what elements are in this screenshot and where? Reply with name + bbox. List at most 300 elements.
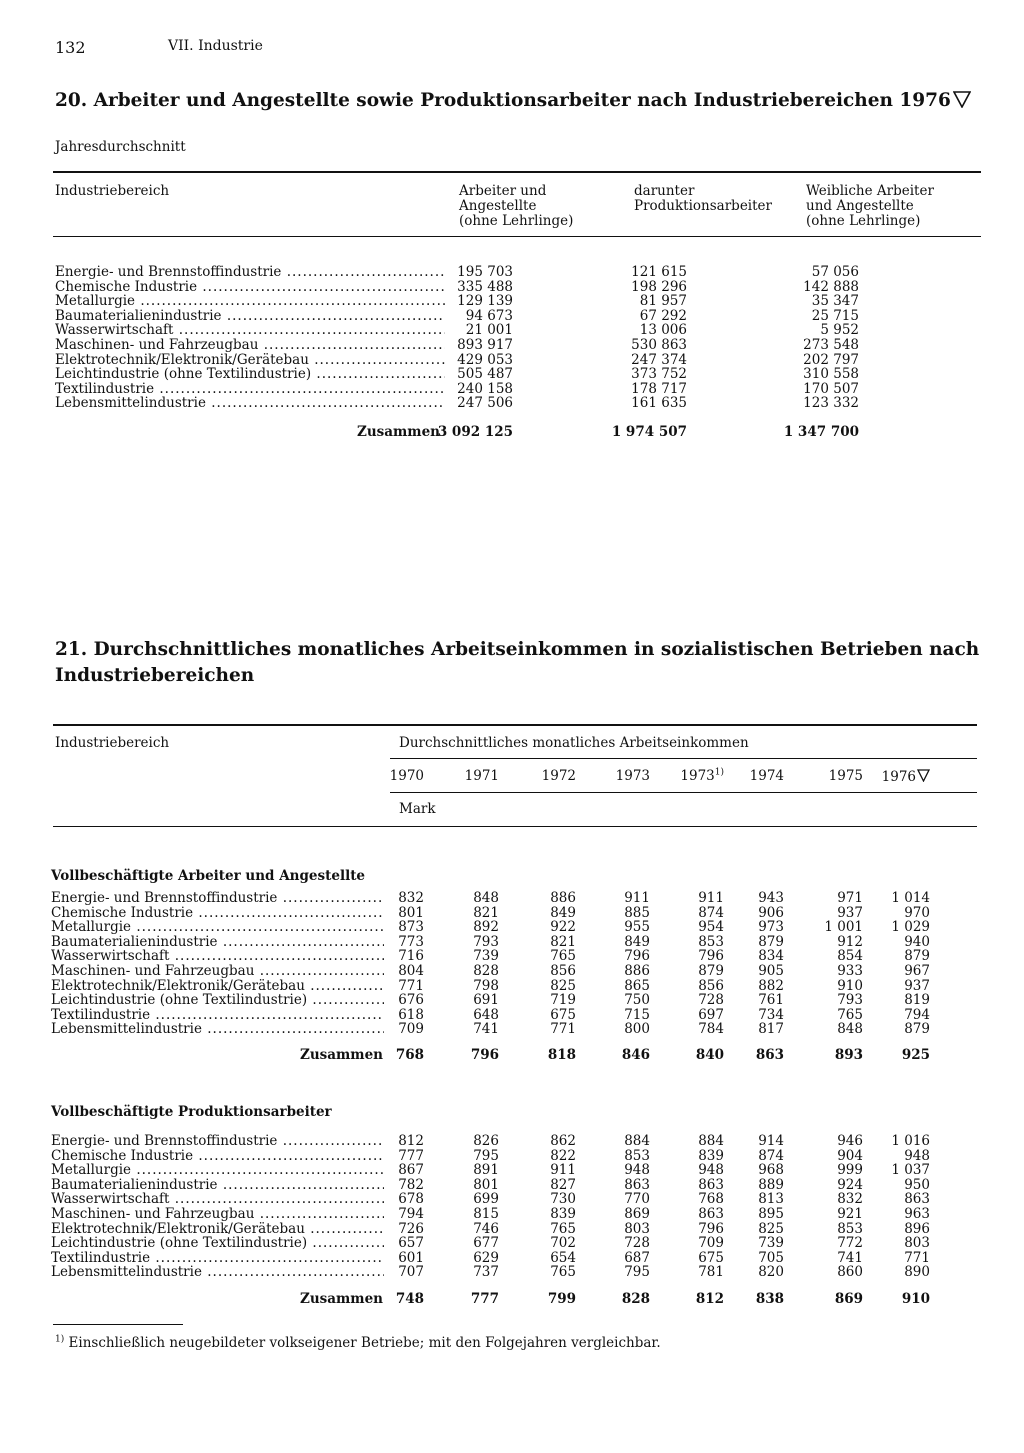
- table-row: [0, 993, 1024, 1008]
- cell-value: 912: [837, 933, 863, 950]
- cell-value: 911: [624, 890, 650, 906]
- table-row: [0, 294, 1024, 309]
- cell-value: 121 615: [631, 264, 687, 280]
- cell-value: 815: [473, 1206, 499, 1222]
- cell-value: 746: [473, 1220, 499, 1237]
- row-label: Metallurgie .....: [51, 920, 384, 935]
- table21-title: 21. Durchschnittliches monatliches Arbeitseinkommen in sozialistischen Betrieben nach Industriebereichen: [55, 639, 980, 686]
- cell-value: 709: [398, 1021, 424, 1038]
- cell-value: 863: [904, 1191, 930, 1208]
- cell-value: 933: [837, 963, 863, 979]
- cell-value: 1 001: [824, 919, 863, 936]
- cell-value: 67 292: [639, 307, 687, 324]
- row-label: Leichtindustrie (ohne Textilindustrie) .....: [51, 1236, 384, 1251]
- row-label: Chemische Industrie .....: [51, 1149, 384, 1164]
- cell-value: 770: [624, 1191, 650, 1208]
- row-label: Maschinen- und Fahrzeugbau .....: [55, 338, 445, 353]
- cell-value: 801: [473, 1176, 499, 1193]
- table-row: [0, 891, 1024, 906]
- cell-value: 94 673: [465, 307, 513, 324]
- cell-value: 794: [904, 1006, 930, 1023]
- row-label: Elektrotechnik/Elektronik/Gerätebau .....: [51, 1222, 384, 1237]
- row-label: Leichtindustrie (ohne Textilindustrie) .....: [55, 367, 445, 382]
- row-label: Elektrotechnik/Elektronik/Gerätebau .....: [55, 353, 445, 368]
- cell-value: 879: [904, 948, 930, 965]
- table-row: [0, 1022, 1024, 1037]
- table-row: [0, 338, 1024, 353]
- cell-value: 999: [837, 1162, 863, 1179]
- cell-value: 793: [473, 933, 499, 950]
- table-row: [0, 949, 1024, 964]
- cell-value: 863: [698, 1176, 724, 1193]
- row-label: Lebensmittelindustrie .....: [51, 1265, 384, 1280]
- cell-value: 914: [758, 1133, 784, 1149]
- cell-value: 761: [758, 992, 784, 1009]
- total-value: 796: [470, 1047, 499, 1063]
- cell-value: 886: [550, 890, 576, 906]
- row-label: Energie- und Brennstoffindustrie .....: [51, 891, 384, 906]
- cell-value: 922: [550, 919, 576, 936]
- total-value: 846: [621, 1047, 650, 1063]
- row-label: Lebensmittelindustrie .....: [55, 396, 445, 411]
- cell-value: 970: [904, 904, 930, 921]
- cell-value: 863: [624, 1176, 650, 1193]
- section-title: Vollbeschäftigte Arbeiter und Angestellte: [51, 868, 366, 884]
- cell-value: 730: [550, 1191, 576, 1208]
- cell-value: 161 635: [631, 395, 687, 412]
- cell-value: 198 296: [631, 278, 687, 295]
- year-label: 1973: [680, 768, 715, 784]
- cell-value: 890: [904, 1264, 930, 1281]
- table-row: [0, 1134, 1024, 1149]
- cell-value: 853: [624, 1147, 650, 1164]
- table-row: [0, 1178, 1024, 1193]
- cell-value: 195 703: [457, 264, 513, 280]
- row-label: Energie- und Brennstoffindustrie .....: [55, 265, 445, 280]
- row-label: Metallurgie .....: [51, 1163, 384, 1178]
- cell-value: 910: [837, 977, 863, 994]
- table-row: [0, 382, 1024, 397]
- year-header: [616, 769, 650, 784]
- cell-value: 884: [624, 1133, 650, 1149]
- row-label: Lebensmittelindustrie .....: [51, 1022, 384, 1037]
- table-row: [0, 1008, 1024, 1023]
- cell-value: 860: [837, 1264, 863, 1281]
- cell-value: 675: [698, 1249, 724, 1266]
- cell-value: 973: [758, 919, 784, 936]
- row-label: Metallurgie .....: [55, 294, 445, 309]
- total-row: [0, 1292, 1024, 1307]
- cell-value: 879: [758, 933, 784, 950]
- cell-value: 839: [550, 1206, 576, 1222]
- cell-value: 937: [837, 904, 863, 921]
- table-row: [0, 280, 1024, 295]
- year-header: [390, 769, 424, 784]
- cell-value: 734: [758, 1006, 784, 1023]
- row-label: Baumaterialienindustrie .....: [55, 309, 445, 324]
- cell-value: 771: [904, 1249, 930, 1266]
- cell-value: 940: [904, 933, 930, 950]
- cell-value: 25 715: [811, 307, 859, 324]
- table20-title: 20. Arbeiter und Angestellte sowie Produktionsarbeiter nach Industriebereichen 1976: [55, 88, 971, 114]
- cell-value: 35 347: [811, 293, 859, 310]
- cell-value: 798: [473, 977, 499, 994]
- cell-value: 848: [473, 890, 499, 906]
- cell-value: 893 917: [457, 337, 513, 353]
- table-row: [0, 906, 1024, 921]
- cell-value: 879: [904, 1021, 930, 1038]
- cell-value: 839: [698, 1147, 724, 1164]
- cell-value: 699: [473, 1191, 499, 1208]
- row-label: Wasserwirtschaft .....: [51, 949, 384, 964]
- cell-value: 675: [550, 1006, 576, 1023]
- total-row: [0, 1048, 1024, 1063]
- cell-value: 826: [473, 1133, 499, 1149]
- row-label: Textilindustrie .....: [55, 382, 445, 397]
- cell-value: 819: [904, 992, 930, 1009]
- table-row: [0, 1207, 1024, 1222]
- row-label: Textilindustrie .....: [51, 1251, 384, 1266]
- cell-value: 856: [550, 963, 576, 979]
- total-value: 828: [621, 1291, 650, 1307]
- cell-value: 771: [550, 1021, 576, 1038]
- cell-value: 691: [473, 992, 499, 1009]
- cell-value: 865: [624, 977, 650, 994]
- cell-value: 886: [624, 963, 650, 979]
- cell-value: 57 056: [811, 264, 859, 280]
- cell-value: 629: [473, 1249, 499, 1266]
- cell-value: 530 863: [631, 337, 687, 353]
- cell-value: 677: [473, 1235, 499, 1252]
- table20-top-rule: [53, 171, 981, 173]
- table-row: [0, 1265, 1024, 1280]
- table-row: [0, 1192, 1024, 1207]
- cell-value: 739: [758, 1235, 784, 1252]
- year-label: 1972: [541, 768, 576, 784]
- cell-value: 943: [758, 890, 784, 906]
- cell-value: 657: [398, 1235, 424, 1252]
- row-label: Maschinen- und Fahrzeugbau .....: [51, 964, 384, 979]
- cell-value: 21 001: [465, 322, 513, 339]
- cell-value: 804: [398, 963, 424, 979]
- cell-value: 335 488: [457, 278, 513, 295]
- cell-value: 946: [837, 1133, 863, 1149]
- cell-value: 954: [698, 919, 724, 936]
- cell-value: 765: [550, 948, 576, 965]
- year-header: [750, 769, 784, 784]
- cell-value: 654: [550, 1249, 576, 1266]
- total-label: Zusammen: [300, 1291, 383, 1307]
- table-row: [0, 265, 1024, 280]
- cell-value: 697: [698, 1006, 724, 1023]
- table20-header-rule: [53, 236, 981, 237]
- cell-value: 904: [837, 1147, 863, 1164]
- table-row: [0, 396, 1024, 411]
- row-label: Elektrotechnik/Elektronik/Gerätebau .....: [51, 979, 384, 994]
- total-value: 838: [755, 1291, 784, 1307]
- cell-value: 772: [837, 1235, 863, 1252]
- cell-value: 885: [624, 904, 650, 921]
- cell-value: 867: [398, 1162, 424, 1179]
- cell-value: 784: [698, 1021, 724, 1038]
- cell-value: 955: [624, 919, 650, 936]
- cell-value: 827: [550, 1176, 576, 1193]
- provisional-triangle-icon: [953, 91, 971, 108]
- cell-value: 849: [550, 904, 576, 921]
- table-row: [0, 935, 1024, 950]
- cell-value: 247 374: [631, 351, 687, 368]
- chapter-title: VII. Industrie: [168, 38, 263, 54]
- table-row: [0, 1149, 1024, 1164]
- row-label: Leichtindustrie (ohne Textilindustrie) .....: [51, 993, 384, 1008]
- cell-value: 247 506: [457, 395, 513, 412]
- cell-value: 273 548: [803, 337, 859, 353]
- row-label: Baumaterialienindustrie .....: [51, 1178, 384, 1193]
- cell-value: 905: [758, 963, 784, 979]
- cell-value: 796: [624, 948, 650, 965]
- cell-value: 794: [398, 1206, 424, 1222]
- table-row: [0, 323, 1024, 338]
- row-label: Energie- und Brennstoffindustrie .....: [51, 1134, 384, 1149]
- year-header: [542, 769, 576, 784]
- cell-value: 971: [837, 890, 863, 906]
- cell-value: 812: [398, 1133, 424, 1149]
- cell-value: 813: [758, 1191, 784, 1208]
- table20-header-industry: Industriebereich: [55, 183, 170, 199]
- cell-value: 1 014: [891, 890, 930, 906]
- table21-top-rule: [53, 724, 977, 726]
- cell-value: 123 332: [803, 395, 859, 412]
- cell-value: 373 752: [631, 366, 687, 383]
- table21-header-group: Durchschnittliches monatliches Arbeitseinkommen: [399, 735, 749, 751]
- table21-unit: Mark: [399, 801, 436, 817]
- cell-value: 129 139: [457, 293, 513, 310]
- year-label: 1973: [615, 768, 650, 784]
- row-label: Baumaterialienindustrie .....: [51, 935, 384, 950]
- cell-value: 967: [904, 963, 930, 979]
- cell-value: 676: [398, 992, 424, 1009]
- total-value: 910: [901, 1291, 930, 1307]
- row-label: Chemische Industrie .....: [55, 280, 445, 295]
- year-label: 1971: [464, 768, 499, 784]
- cell-value: 822: [550, 1147, 576, 1164]
- cell-value: 800: [624, 1021, 650, 1038]
- cell-value: 869: [624, 1206, 650, 1222]
- cell-value: 142 888: [803, 278, 859, 295]
- cell-value: 702: [550, 1235, 576, 1252]
- cell-value: 178 717: [631, 380, 687, 397]
- cell-value: 429 053: [457, 351, 513, 368]
- cell-value: 948: [698, 1162, 724, 1179]
- cell-value: 832: [837, 1191, 863, 1208]
- year-header: [829, 769, 863, 784]
- total-value: 893: [834, 1047, 863, 1063]
- cell-value: 310 558: [803, 366, 859, 383]
- cell-value: 202 797: [803, 351, 859, 368]
- cell-value: 834: [758, 948, 784, 965]
- cell-value: 862: [550, 1133, 576, 1149]
- total-value: 777: [470, 1291, 499, 1307]
- cell-value: 1 029: [891, 919, 930, 936]
- year-header: [680, 769, 724, 784]
- cell-value: 505 487: [457, 366, 513, 383]
- cell-value: 911: [698, 890, 724, 906]
- table20-header-workers: Arbeiter und Angestellte (ohne Lehrlinge): [459, 183, 574, 229]
- total-value: 840: [695, 1047, 724, 1063]
- table-row: [0, 964, 1024, 979]
- row-label: Maschinen- und Fahrzeugbau .....: [51, 1207, 384, 1222]
- cell-value: 709: [698, 1235, 724, 1252]
- footnote: $^{1)}$ Einschließlich neugebildeter volkseigener Betriebe; mit den Folgejahren vergleichbar.: [55, 1334, 661, 1351]
- table20-header-production: darunter Produktionsarbeiter: [634, 183, 772, 214]
- table-row: [0, 1222, 1024, 1237]
- cell-value: 1 016: [891, 1133, 930, 1149]
- cell-value: 948: [904, 1147, 930, 1164]
- cell-value: 863: [698, 1206, 724, 1222]
- cell-value: 854: [837, 948, 863, 965]
- total-value: 863: [755, 1047, 784, 1063]
- cell-value: 895: [758, 1206, 784, 1222]
- cell-value: 728: [624, 1235, 650, 1252]
- total-value: 818: [547, 1047, 576, 1063]
- cell-value: 737: [473, 1264, 499, 1281]
- cell-value: 765: [550, 1264, 576, 1281]
- cell-value: 821: [550, 933, 576, 950]
- total-value: 748: [395, 1291, 424, 1307]
- total-label: Zusammen: [300, 1047, 383, 1063]
- year-label: 1975: [828, 768, 863, 784]
- table21-header-industry: Industriebereich: [55, 735, 170, 751]
- cell-value: 716: [398, 948, 424, 965]
- year-label: 1970: [389, 768, 424, 784]
- cell-value: 240 158: [457, 380, 513, 397]
- cell-value: 5 952: [820, 322, 859, 339]
- cell-value: 803: [624, 1220, 650, 1237]
- total-value: 1 974 507: [611, 424, 687, 440]
- cell-value: 170 507: [803, 380, 859, 397]
- cell-value: 937: [904, 977, 930, 994]
- cell-value: 906: [758, 904, 784, 921]
- cell-value: 825: [758, 1220, 784, 1237]
- cell-value: 950: [904, 1176, 930, 1193]
- year-label: 1974: [749, 768, 784, 784]
- cell-value: 853: [837, 1220, 863, 1237]
- total-value: 869: [834, 1291, 863, 1307]
- cell-value: 948: [624, 1162, 650, 1179]
- cell-value: 719: [550, 992, 576, 1009]
- cell-value: 828: [473, 963, 499, 979]
- cell-value: 820: [758, 1264, 784, 1281]
- cell-value: 687: [624, 1249, 650, 1266]
- table-row: [0, 1163, 1024, 1178]
- cell-value: 771: [398, 977, 424, 994]
- cell-value: 81 957: [639, 293, 687, 310]
- table20-header-female: Weibliche Arbeiter und Angestellte (ohne Lehrlinge): [806, 183, 934, 229]
- cell-value: 768: [698, 1191, 724, 1208]
- cell-value: 728: [698, 992, 724, 1009]
- cell-value: 892: [473, 919, 499, 936]
- cell-value: 924: [837, 1176, 863, 1193]
- cell-value: 873: [398, 919, 424, 936]
- table-row: [0, 367, 1024, 382]
- row-label: Textilindustrie .....: [51, 1008, 384, 1023]
- table21-header-rule: [53, 826, 977, 827]
- cell-value: 726: [398, 1220, 424, 1237]
- cell-value: 13 006: [639, 322, 687, 339]
- year-header: [465, 769, 499, 784]
- cell-value: 793: [837, 992, 863, 1009]
- table-row: [0, 309, 1024, 324]
- cell-value: 795: [473, 1147, 499, 1164]
- cell-value: 825: [550, 977, 576, 994]
- cell-value: 874: [698, 904, 724, 921]
- cell-value: 796: [698, 948, 724, 965]
- total-label: Zusammen: [357, 424, 440, 440]
- cell-value: 782: [398, 1176, 424, 1193]
- cell-value: 781: [698, 1264, 724, 1281]
- cell-value: 741: [473, 1021, 499, 1038]
- cell-value: 832: [398, 890, 424, 906]
- cell-value: 765: [550, 1220, 576, 1237]
- table20-subtitle: Jahresdurchschnitt: [55, 139, 186, 155]
- cell-value: 848: [837, 1021, 863, 1038]
- total-row: [0, 425, 1024, 440]
- cell-value: 817: [758, 1021, 784, 1038]
- year-header: [882, 769, 930, 785]
- total-value: 768: [395, 1047, 424, 1063]
- cell-value: 1 037: [891, 1162, 930, 1179]
- total-value: 1 347 700: [783, 424, 859, 440]
- cell-value: 795: [624, 1264, 650, 1281]
- footnote-marker: 1): [714, 767, 724, 778]
- table-row: [0, 1251, 1024, 1266]
- table-row: [0, 979, 1024, 994]
- cell-value: 849: [624, 933, 650, 950]
- row-label: Chemische Industrie .....: [51, 906, 384, 921]
- year-label: 1976: [881, 769, 916, 785]
- page-number: 132: [55, 38, 86, 57]
- cell-value: 739: [473, 948, 499, 965]
- cell-value: 874: [758, 1147, 784, 1164]
- section-title: Vollbeschäftigte Produktionsarbeiter: [51, 1104, 332, 1120]
- cell-value: 796: [698, 1220, 724, 1237]
- cell-value: 750: [624, 992, 650, 1009]
- cell-value: 853: [698, 933, 724, 950]
- cell-value: 678: [398, 1191, 424, 1208]
- total-value: 925: [901, 1047, 930, 1063]
- cell-value: 889: [758, 1176, 784, 1193]
- provisional-triangle-icon: [917, 769, 930, 782]
- cell-value: 879: [698, 963, 724, 979]
- cell-value: 821: [473, 904, 499, 921]
- cell-value: 765: [837, 1006, 863, 1023]
- table21-group-rule: [390, 758, 977, 759]
- cell-value: 618: [398, 1006, 424, 1023]
- cell-value: 777: [398, 1147, 424, 1164]
- cell-value: 801: [398, 904, 424, 921]
- cell-value: 963: [904, 1206, 930, 1222]
- cell-value: 911: [550, 1162, 576, 1179]
- cell-value: 856: [698, 977, 724, 994]
- cell-value: 715: [624, 1006, 650, 1023]
- cell-value: 741: [837, 1249, 863, 1266]
- table-row: [0, 353, 1024, 368]
- cell-value: 705: [758, 1249, 784, 1266]
- cell-value: 968: [758, 1162, 784, 1179]
- cell-value: 803: [904, 1235, 930, 1252]
- table-row: [0, 1236, 1024, 1251]
- cell-value: 707: [398, 1264, 424, 1281]
